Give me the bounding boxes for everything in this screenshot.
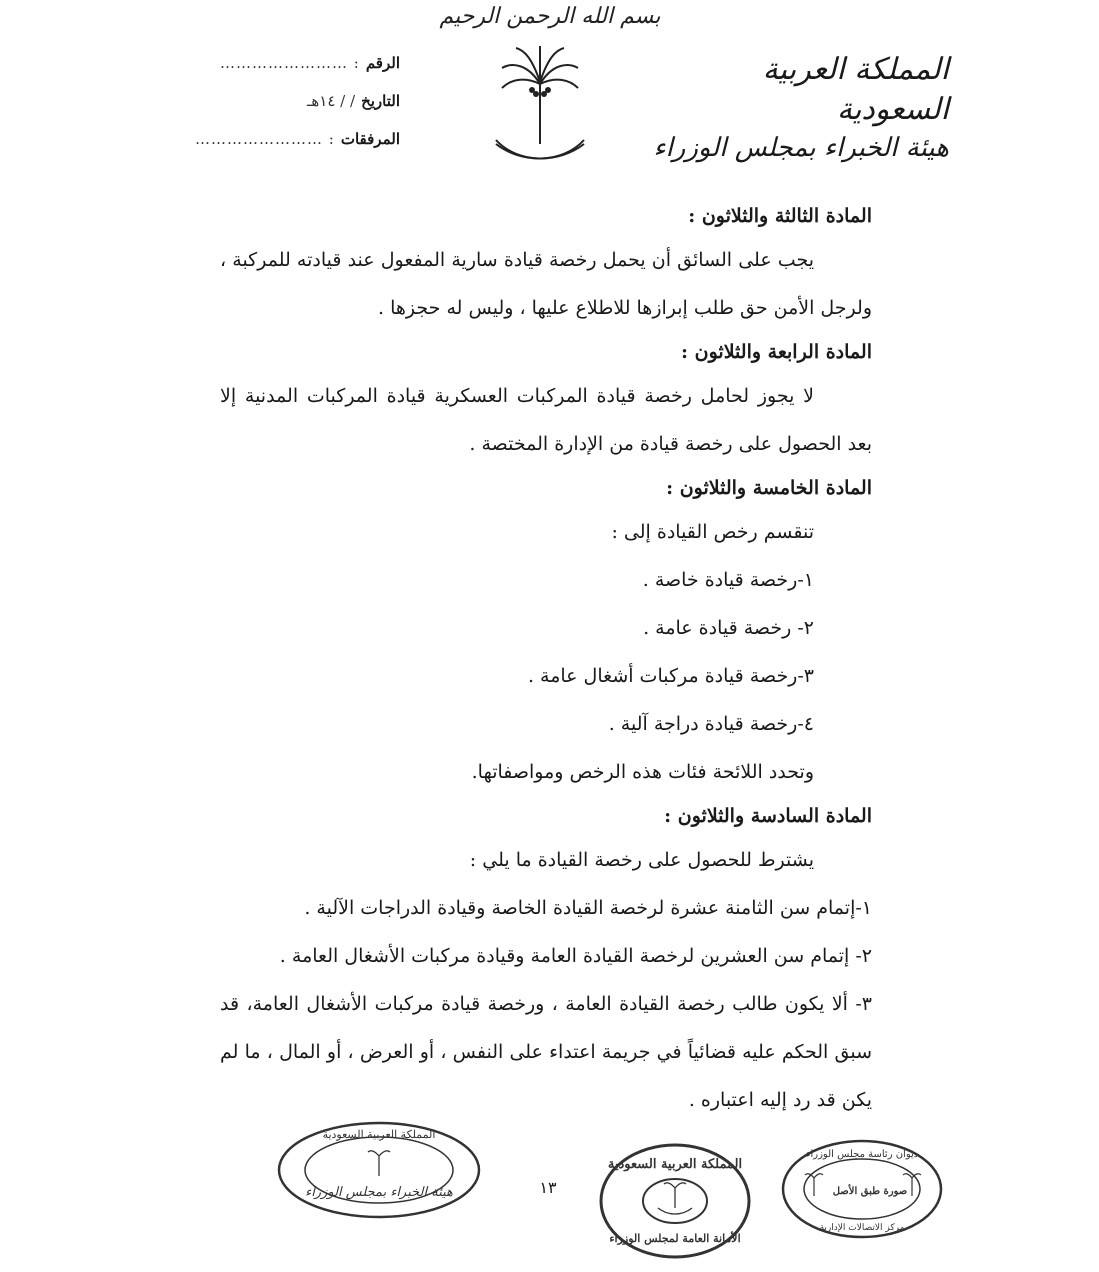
stamp-left-top-text: المملكة العربية السعودية [322,1128,436,1141]
list-item: ٤-رخصة قيادة دراجة آلية . [608,713,814,735]
council-experts-stamp-icon [276,1120,482,1220]
article-36 [220,796,872,1124]
page-number: ١٣ [539,1178,557,1197]
document-meta [140,44,400,158]
date-value: / / ١٤هـ [306,92,356,110]
date-label: التاريخ [361,92,400,110]
org-name-line1: المملكة العربية السعودية [762,52,949,127]
true-copy-stamp-icon [780,1138,944,1240]
article-paragraph: لا يجوز لحامل رخصة قيادة المركبات العسكرية قيادة المركبات المدنية إلا بعد الحصول على رخصة قيادة من الإدارة المختصة . [220,385,872,455]
article-34 [220,332,872,468]
condition-item: ٣- ألا يكون طالب رخصة القيادة العامة ، ورخصة قيادة مركبات الأشغال العامة، قد سبق الحكم عليه قضائياً في جريمة اعتداء على النفس ، أو العرض ، أو المال ، ما لم يكن قد رد إليه اعتباره . [220,993,872,1111]
org-name-line2: هيئة الخبراء بمجلس الوزراء [653,133,949,163]
condition-item: ٢- إتمام سن العشرين لرخصة القيادة العامة وقيادة مركبات الأشغال العامة . [279,945,872,967]
attachments-blank: : …………………… [195,130,335,148]
article-heading: المادة الثالثة والثلاثون : [688,205,872,227]
stamp-right-bottom-text: مركز الاتصالات الإدارية [819,1223,905,1233]
article-intro: تنقسم رخص القيادة إلى : [611,521,814,543]
article-heading: المادة الرابعة والثلاثون : [681,341,872,363]
article-33 [220,196,872,332]
article-intro: يشترط للحصول على رخصة القيادة ما يلي : [469,849,814,871]
ref-blank: : …………………… [220,54,360,72]
list-item: ٣-رخصة قيادة مركبات أشغال عامة . [527,665,814,687]
list-item: ١-رخصة قيادة خاصة . [642,569,814,591]
stamp-right-top-text: ديوان رئاسة مجلس الوزراء [805,1149,919,1160]
stamp-left-bottom-text: هيئة الخبراء بمجلس الوزراء [305,1185,453,1200]
list-item: ٢- رخصة قيادة عامة . [643,617,814,639]
ref-label: الرقم [365,54,400,72]
basmala: بسم الله الرحمن الرحيم [439,4,661,29]
article-heading: المادة الخامسة والثلاثون : [666,477,872,499]
condition-item: ١-إتمام سن الثامنة عشرة لرخصة القيادة الخاصة وقيادة الدراجات الآلية . [304,897,872,919]
article-heading: المادة السادسة والثلاثون : [664,805,872,827]
date-row [140,82,400,120]
ref-row [140,44,400,82]
stamp-mid-top-text: المملكة العربية السعودية [607,1157,743,1172]
article-35 [220,468,872,796]
article-outro: وتحدد اللائحة فئات هذه الرخص ومواصفاتها. [471,761,814,783]
attachments-row [140,120,400,158]
document-body [220,196,872,1124]
stamp-mid-bottom-text: الأمانة العامة لمجلس الوزراء [609,1232,741,1245]
palm-swords-emblem-icon [488,44,592,180]
general-secretariat-stamp-icon [598,1142,752,1260]
attachments-label: المرفقات [340,130,400,148]
organization-header [649,50,949,166]
stamp-right-center-text: صورة طبق الأصل [832,1186,908,1197]
article-paragraph: يجب على السائق أن يحمل رخصة قيادة سارية المفعول عند قيادته للمركبة ، ولرجل الأمن حق طلب إبرازها للاطلاع عليها ، وليس له حجزها . [220,249,872,319]
